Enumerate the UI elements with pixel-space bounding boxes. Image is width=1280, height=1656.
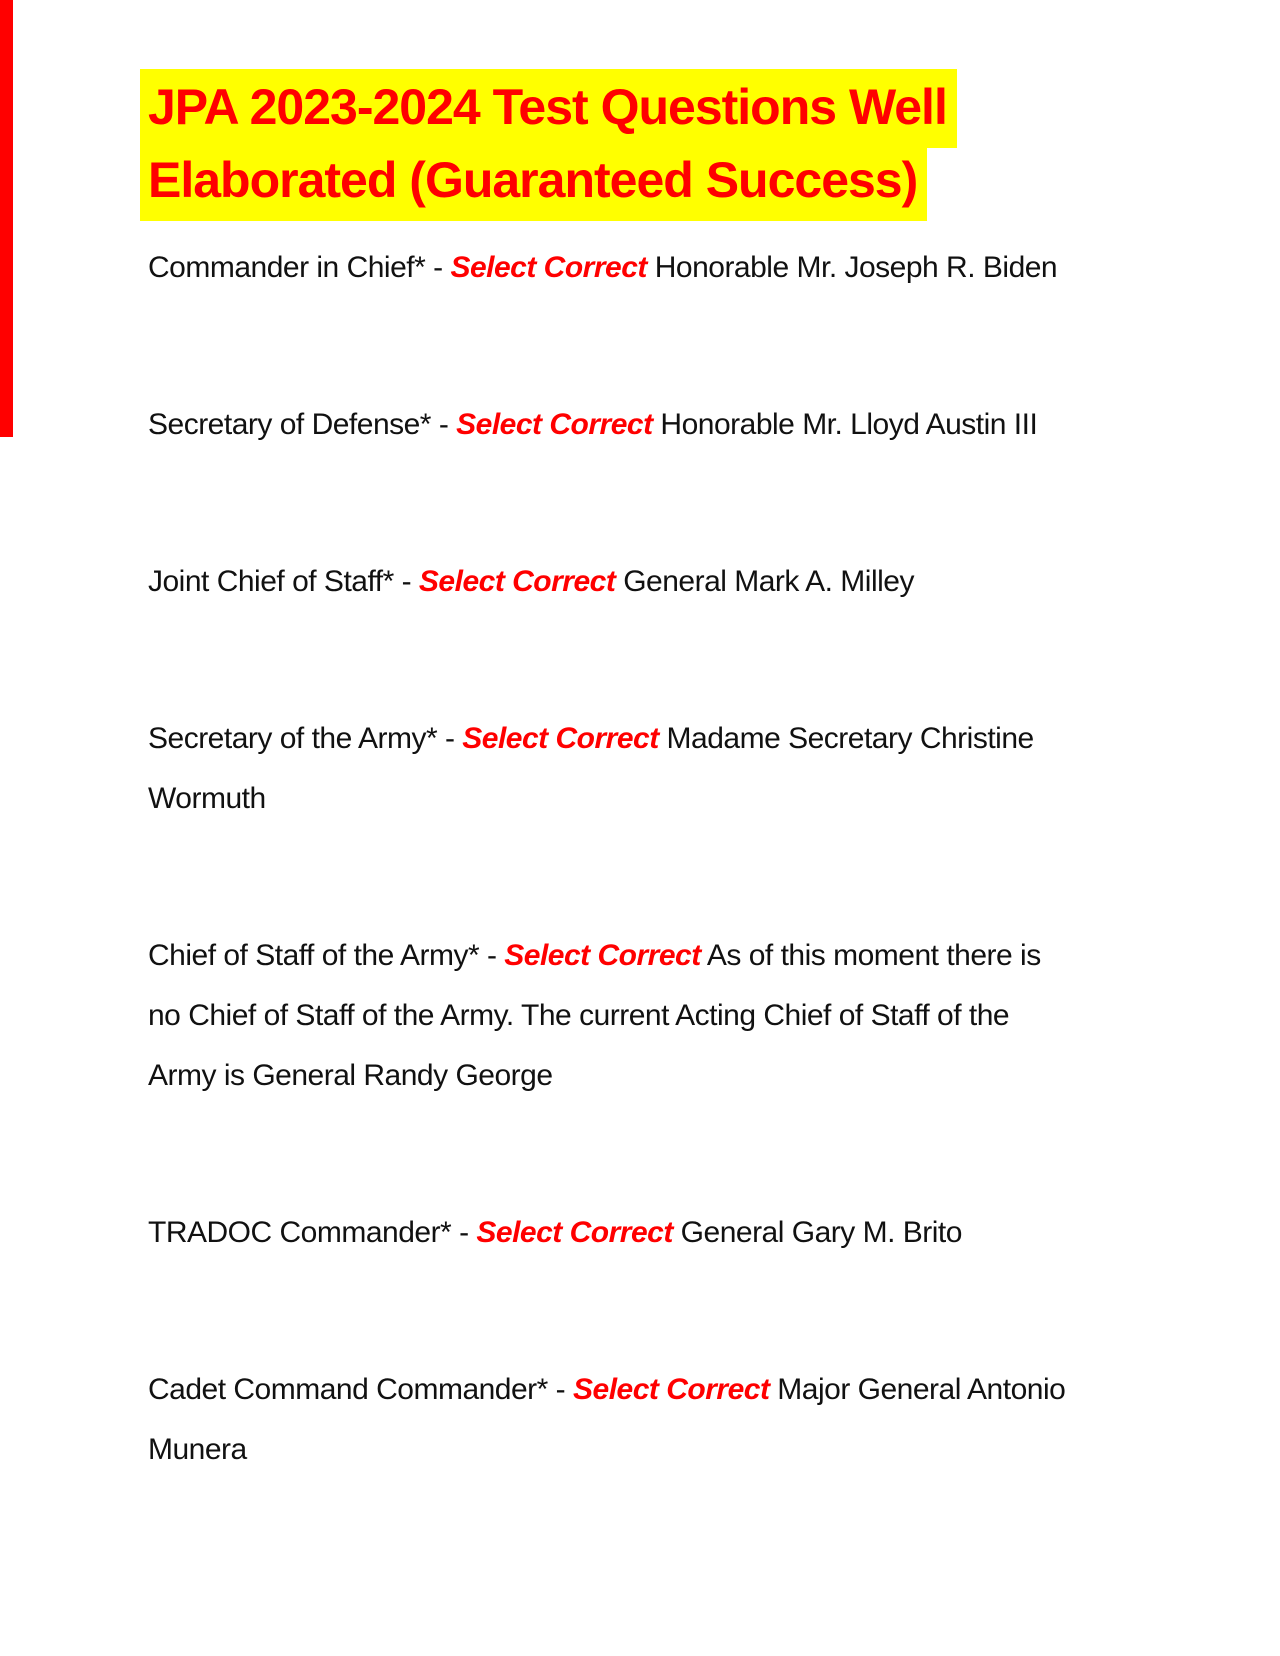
qa-item-first-line (148, 709, 1178, 769)
question-text: Joint Chief of Staff* - (148, 565, 419, 598)
select-correct-marker: Select Correct (456, 408, 653, 441)
document-content (148, 71, 1178, 1577)
answer-text: Major General Antonio (769, 1373, 1066, 1406)
qa-item (148, 552, 1178, 612)
qa-item (148, 395, 1178, 455)
qa-list (148, 238, 1178, 1480)
page-title (148, 71, 1178, 217)
question-text: Chief of Staff of the Army* - (148, 939, 505, 972)
select-correct-marker: Select Correct (418, 565, 616, 598)
question-text: Commander in Chief* - (148, 251, 451, 284)
question-text: TRADOC Commander* - (148, 1216, 477, 1249)
qa-item (148, 1203, 1178, 1263)
left-edge-accent-bar (0, 0, 13, 437)
answer-text: Madame Secretary Christine (658, 722, 1034, 755)
page-title-line-1 (148, 71, 1178, 144)
qa-item (148, 926, 1178, 1106)
answer-text: General Mark A. Milley (615, 565, 914, 598)
answer-text: General Gary M. Brito (672, 1216, 962, 1249)
answer-text: Honorable Mr. Joseph R. Biden (646, 251, 1058, 284)
qa-item-first-line (148, 1203, 1178, 1263)
select-correct-marker: Select Correct (476, 1216, 673, 1249)
qa-item (148, 709, 1178, 829)
qa-item-first-line (148, 395, 1178, 455)
answer-continuation-line: no Chief of Staff of the Army. The current Acting Chief of Staff of the (148, 999, 1010, 1032)
answer-continuation-line: Army is General Randy George (148, 1059, 553, 1092)
answer-continuation-line: Munera (148, 1433, 247, 1466)
qa-item-first-line (148, 238, 1178, 298)
question-text: Secretary of the Army* - (148, 722, 463, 755)
select-correct-marker: Select Correct (504, 939, 701, 972)
qa-item (148, 238, 1178, 298)
page-title-line-2 (148, 144, 1178, 217)
answer-text: Honorable Mr. Lloyd Austin III (652, 408, 1038, 441)
answer-continuation-line: Wormuth (148, 782, 266, 815)
answer-text: As of this moment there is (700, 939, 1041, 972)
qa-item (148, 1360, 1178, 1480)
select-correct-marker: Select Correct (573, 1373, 770, 1406)
question-text: Cadet Command Commander* - (148, 1373, 574, 1406)
qa-item-first-line (148, 1360, 1178, 1420)
qa-item-first-line (148, 552, 1178, 612)
highlighted-title-text-1: JPA 2023-2024 Test Questions Well (140, 69, 957, 148)
qa-item-first-line (148, 926, 1178, 986)
select-correct-marker: Select Correct (450, 251, 647, 284)
highlighted-title-text-2: Elaborated (Guaranteed Success) (140, 142, 927, 221)
select-correct-marker: Select Correct (462, 722, 659, 755)
question-text: Secretary of Defense* - (148, 408, 457, 441)
